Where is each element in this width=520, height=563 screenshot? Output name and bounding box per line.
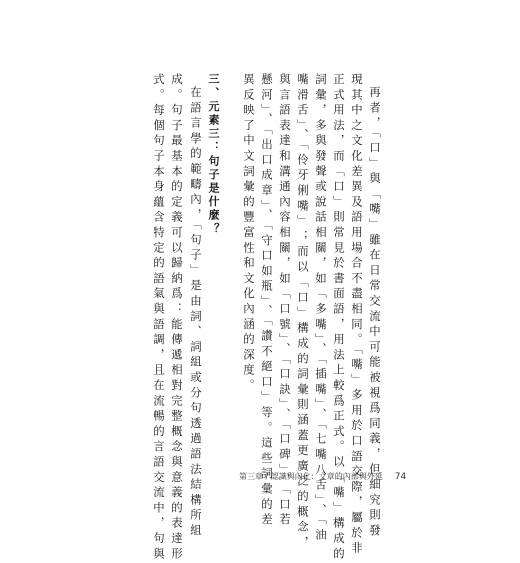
paragraph2-column-2: 成。句子最基本的定義可以歸納爲：能傳遞相對完整概念與意義的表達形 <box>170 73 184 563</box>
paragraph-column-3: 正式用法，而「口」則常見於書面語，用法上較爲正式。以「嘴」構成的 <box>332 73 346 563</box>
paragraph-column-1: 再者，「口」與「嘴」雖在日常交流中可能被視爲同義，但細究則發 <box>368 86 382 540</box>
paragraph-column-4: 詞彙，多與發聲或說話相關，如「多嘴」、「插嘴」、「七嘴八舌」、「油 <box>314 73 328 544</box>
section-heading: 三、元素三：句子是什麼？ <box>207 73 220 237</box>
paragraph-column-2: 現其中之文化差異及語用場合不盡相同。「嘴」多用於口語交際，屬於非 <box>350 73 364 557</box>
page-number: 74 <box>394 472 407 482</box>
chapter-title: 第三章 / 認識與內化：文章的內部與外延 <box>239 472 383 481</box>
page-footer <box>239 471 406 482</box>
paragraph-column-7: 懸河」、「出口成章」、「守口如瓶」、「讚不絕口」等。這些詞彙的差 <box>260 73 274 529</box>
paragraph2-column-3: 式。每個句子本身蘊含特定的語氣與語調，且在流暢的言語交流中，句與 <box>152 73 166 563</box>
paragraph-column-8: 異反映了中文詞彙的豐富性和文化內涵的深度。 <box>242 73 256 395</box>
paragraph-column-6: 與言語表達和溝通內容相關，如「口號」、「口訣」、「口碑」、「口若 <box>278 73 292 529</box>
paragraph-column-5: 嘴滑舌」、「伶牙俐嘴」；而以「口」構成的詞彙則涵蓋更廣泛的概念， <box>296 73 310 552</box>
paragraph2-column-1: 在語言學的範疇內，「句子」是由詞、詞組或分句透過語法結構所組 <box>189 86 203 540</box>
